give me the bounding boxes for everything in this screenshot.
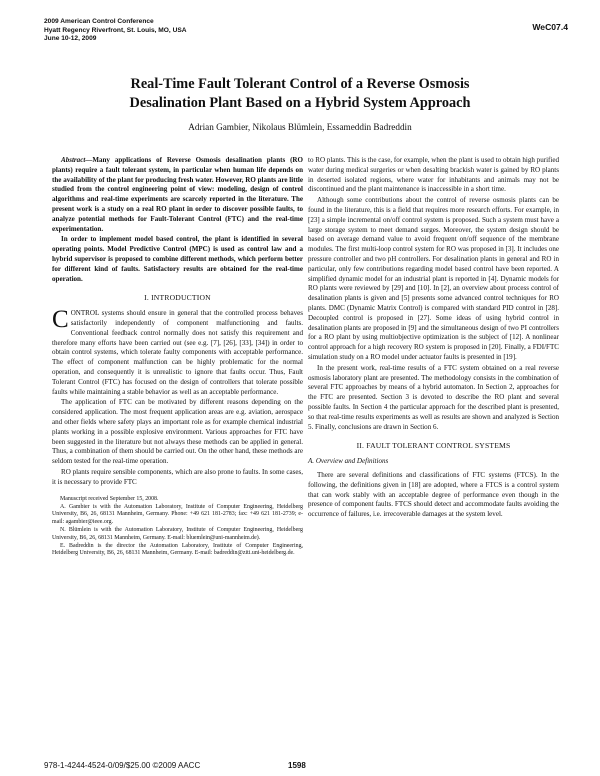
abstract	[52, 156, 303, 284]
abstract-label: Abstract	[61, 156, 86, 164]
session-code: WeC07.4	[532, 22, 568, 32]
isbn-line: 978-1-4244-4524-0/09/$25.00 ©2009 AACC	[44, 761, 201, 770]
conference-venue: Hyatt Regency Riverfront, St. Louis, MO, USA	[44, 26, 187, 34]
ftc-paragraph-1: There are several definitions and classifications of FTC systems (FTCS). In the following, the definitions given in [18] are adopted, where a FTCS is a control system that can work stably with an acceptable degree of performance even though in the presence of component faults. FTCS should detect and accommodate faults avoiding the occurrence of failures, i.e. irrecoverable damages at the system level.	[308, 470, 559, 519]
title-line-1: Real-Time Fault Tolerant Control of a Reverse Osmosis	[130, 76, 470, 92]
title-line-2: Desalination Plant Based on a Hybrid System Approach	[129, 95, 471, 112]
intro-paragraph-1-text: ONTROL systems should ensure in general that the controlled process behaves satisfactorily independently of component malfunctioning and faults. Conventional feedback control normally does not satisfy this requirement and therefore many efforts have been carried out (see e.g. [7], [26], [33], [34]) in order to obtain control systems, which tolerate faulty components with acceptable performance. The effect of component malfunction can be highly problematic for the normal operation, and consequently it is unrealistic to ignore that faults occur. Thus, Fault Tolerant Control (FTC) has focused on the design of controllers that tolerate possible faults while maintaining a stable behavior as well as an acceptable performance.	[52, 309, 303, 396]
subsection-heading-overview: A. Overview and Definitions	[308, 457, 389, 466]
drop-cap-letter: C	[52, 306, 69, 334]
intro-paragraph-5: In the present work, real-time results of a FTC system obtained on a real reverse osmosis laboratory plant are presented. The methodology consists in the combination of several FTC approaches by means of a hybrid automaton. In Section 2, approaches for the FTC are presented. Section 3 is devoted to describe the RO plant and several possible faults. In Section 4 the particular approach for the described plant is presented, so that real-time results experiments as well as results are shown and analyzed is Section 5. Finally, conclusions are drawn in Section 6.	[308, 363, 559, 431]
intro-paragraph-1	[52, 306, 303, 397]
intro-paragraph-4: Although some contributions about the control of reverse osmosis plants can be found in the literature, this is a field that requires more research efforts. For example, in [23] a simple incremental on/off control system is proposed. Such a system must have a large storage system to meet demand surges. Moreover, the system design should be based on average demand value to avoid frequent on/off sequence of the membrane modules. The first multi-loop control system for RO was proposed in [3]. It includes one pressure controller and two pH controllers. For desalination plants in general and RO in particular, only few contributions regarding model based control have been reported. A simplified dynamic model for an industrial plant is reported in [4]. Dynamic models for RO plants were reviewed by [29] and [10]. In [2], an overview about process control of desalination plants is given and [5] presents some advanced control techniques for RO plants. DMC (Dynamic Matrix Control) is compared with standard PID control in [28]. Decoupled control is proposed in [27]. Some ideas of using hybrid control in desalination plants are proposed in [9] and the simultaneous design of two PI controllers for a RO plant by using multiobjective optimization is the subject of [12]. A nonlinear control approach for a high recovery RO system is proposed in [20]. Finally, a FDI/FTC simulation study on a RO model under actuator faults is presented in [19].	[308, 196, 559, 361]
paper-title	[44, 75, 556, 114]
footnote-bluemlein: N. Blümlein is with the Automation Laboratory, Institute of Computer Engineering, Heidelberg University, B6, 26, 68131 Mannheim, Germany. E-mail: bluemlein@uni-mannheim.de).	[52, 527, 303, 541]
left-column	[52, 156, 303, 559]
abstract-paragraph-1	[52, 156, 303, 234]
footnote-received: Manuscript received September 15, 2008.	[60, 495, 159, 502]
intro-paragraph-3-continued: to RO plants. This is the case, for example, when the plant is used to obtain high purified water during medical surgeries or when desalting brackish water is gained by RO plants in deserted isolated regions, where water for inhabitants and animals may not be discontinued and the plant maintenance is inaccessible in a short time.	[308, 156, 559, 194]
conference-name: 2009 American Control Conference	[44, 18, 154, 25]
conference-dates: June 10-12, 2009	[44, 35, 97, 43]
author-list: Adrian Gambier, Nikolaus Blümlein, Essameddin Badreddin	[188, 122, 412, 132]
conference-info	[44, 18, 187, 44]
abstract-paragraph-2: In order to implement model based control, the plant is identified in several operating points. Model Predictive Control (MPC) is used as control law and a hybrid supervisor is proposed to combine different methods, which perform better for different kind of faults. Satisfactory results are obtained for the real-time operation.	[52, 235, 303, 283]
section-heading-introduction: I. INTRODUCTION	[144, 293, 211, 303]
right-column	[308, 156, 559, 521]
section-heading-ftc-systems: II. FAULT TOLERANT CONTROL SYSTEMS	[356, 441, 511, 451]
intro-paragraph-2: The application of FTC can be motivated by different reasons depending on the considered application. The most frequent application areas are e.g. aviation, aerospace and other fields where safety plays an important role as for example chemical industrial plants working in a possible explosive environment. Various approaches for FTC have been suggested in the literature but not always these methods can be applied in general. Thus, a combination of them should be carried out. On the other hand, these methods are seldom tested for the real-time operation.	[52, 398, 303, 466]
intro-paragraph-3: RO plants require sensible components, which are also prone to faults. In some cases, it is necessary to provide FTC	[52, 467, 303, 486]
abstract-dash: —	[85, 156, 93, 164]
abstract-text-1: Many applications of Reverse Osmosis desalination plants (RO plants) require a fault tolerant system, in particular when human life depends on the availability of the plant for producing fresh water. However, RO plants are little studied from the control engineering point of view: modeling, design of control algorithms and real-time experiments are scarcely reported in the literature. The present work is a study on a real RO plant in order to discover possible faults, to analyze potential methods for Fault-Tolerant Control (FTC) and the real-time experimentation.	[52, 156, 303, 233]
footnote-gambier: A. Gambier is with the Automation Laboratory, Institute of Computer Engineering, Heidelberg University, B6, 26, 68131 Mannheim, Germany. Phone: +49 621 181-2783; fax: +49 621 181-2739; e-mail: agambier@ieee.org.	[52, 503, 303, 525]
page-number: 1598	[288, 761, 306, 770]
footnotes	[52, 496, 303, 558]
footnote-badreddin: E. Badreddin is the director the Automation Laboratory, Institute of Computer Engineering, Heidelberg University, B6, 26, 68131 Mannheim, Germany. E-mail: badreddin@ziti.uni-heidelberg.de.	[52, 542, 303, 557]
